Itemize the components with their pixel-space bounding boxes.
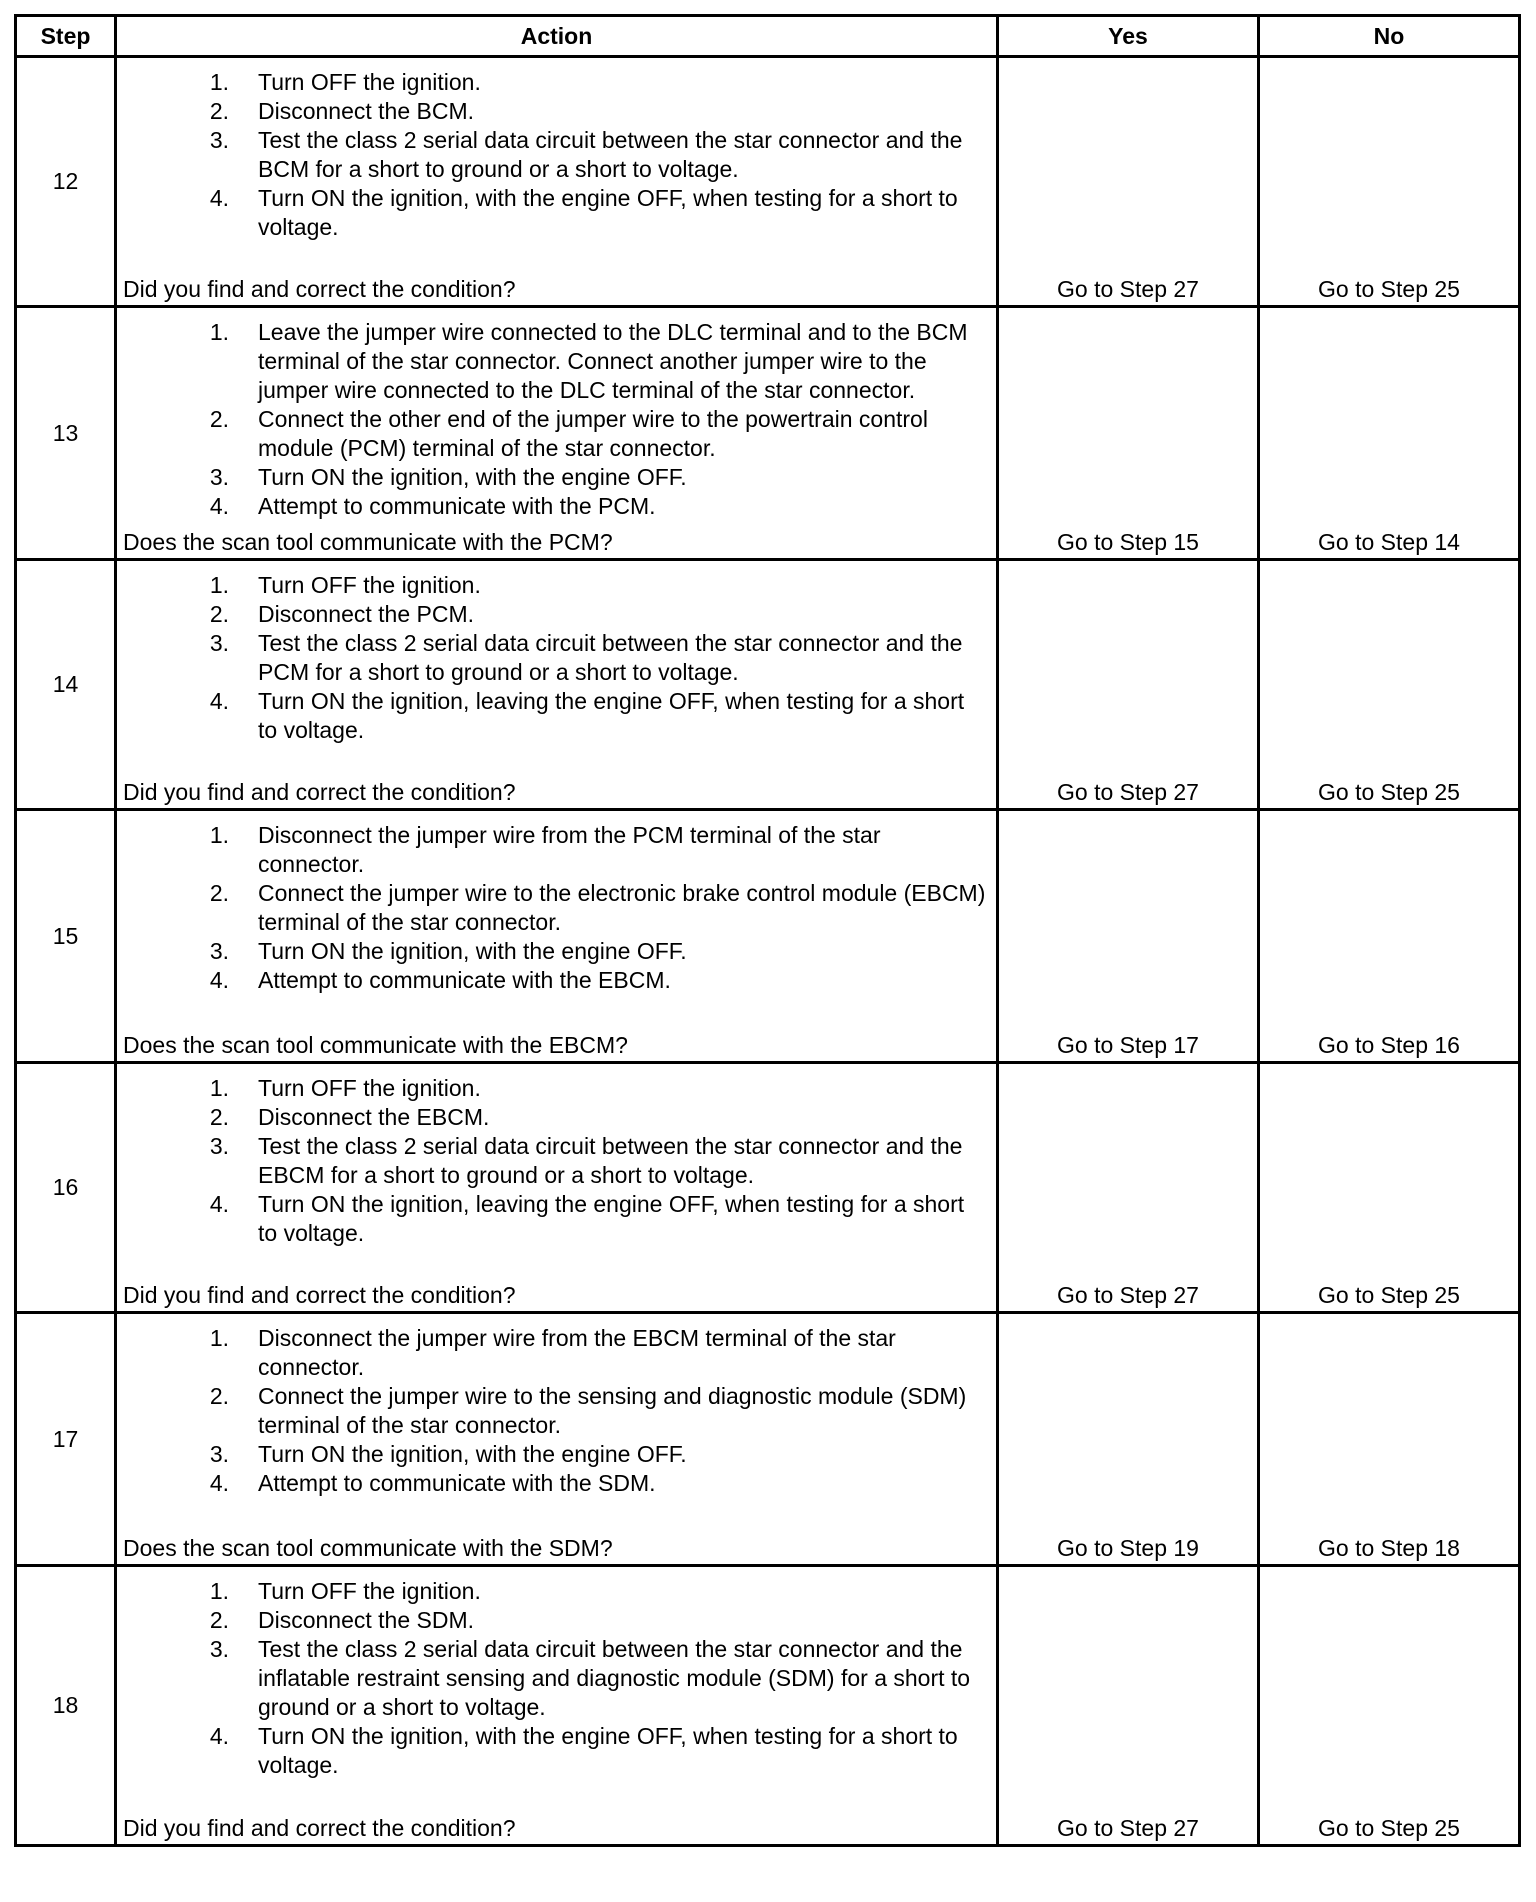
- list-item: [117, 937, 988, 966]
- list-item: [117, 492, 988, 521]
- list-item-text: Attempt to communicate with the PCM.: [258, 493, 656, 519]
- list-item-text: Test the class 2 serial data circuit between the star connector and the PCM for a short to ground or a short to voltage.: [258, 630, 963, 685]
- list-item: [117, 1440, 988, 1469]
- step-number: 15: [16, 810, 116, 1063]
- list-item-text: Connect the other end of the jumper wire to the powertrain control module (PCM) terminal of the star connector.: [258, 406, 928, 461]
- list-item: [117, 318, 988, 405]
- list-item-number: 1.: [209, 572, 229, 598]
- list-item-text: Turn OFF the ignition.: [258, 1075, 481, 1101]
- no-outcome: Go to Step 25: [1259, 57, 1520, 307]
- list-item-number: 4.: [209, 493, 229, 519]
- action-cell: [116, 57, 998, 307]
- step-number: 16: [16, 1063, 116, 1313]
- list-item-text: Test the class 2 serial data circuit between the star connector and the BCM for a short to ground or a short to voltage.: [258, 127, 963, 182]
- header-no: No: [1259, 16, 1520, 57]
- list-item-text: Turn ON the ignition, with the engine OFF, when testing for a short to voltage.: [258, 1723, 958, 1778]
- list-item: [117, 184, 988, 242]
- list-item-text: Turn ON the ignition, with the engine OFF.: [258, 464, 687, 490]
- list-item: [117, 1324, 988, 1382]
- yes-outcome: Go to Step 27: [998, 57, 1259, 307]
- action-steps-list: [117, 1567, 996, 1780]
- yes-outcome: Go to Step 17: [998, 810, 1259, 1063]
- list-item-text: Disconnect the BCM.: [258, 98, 475, 124]
- list-item: [117, 1606, 988, 1635]
- list-item-text: Turn ON the ignition, leaving the engine OFF, when testing for a short to voltage.: [258, 688, 965, 743]
- table-row: [16, 307, 1520, 560]
- list-item-number: 2.: [209, 601, 229, 627]
- list-item-number: 3.: [209, 630, 229, 656]
- list-item-text: Test the class 2 serial data circuit between the star connector and the EBCM for a short to ground or a short to voltage.: [258, 1133, 963, 1188]
- list-item-number: 4.: [209, 1723, 229, 1749]
- action-steps-list: [117, 561, 996, 745]
- list-item-text: Attempt to communicate with the EBCM.: [258, 967, 671, 993]
- list-item-text: Connect the jumper wire to the sensing and diagnostic module (SDM) terminal of the star connector.: [258, 1383, 967, 1438]
- list-item-number: 2.: [209, 406, 229, 432]
- list-item: [117, 1577, 988, 1606]
- list-item-text: Disconnect the EBCM.: [258, 1104, 490, 1130]
- list-item-number: 3.: [209, 1133, 229, 1159]
- list-item-text: Turn OFF the ignition.: [258, 69, 481, 95]
- list-item: [117, 1469, 988, 1498]
- list-item: [117, 1382, 988, 1440]
- list-item-number: 4.: [209, 688, 229, 714]
- list-item-text: Test the class 2 serial data circuit between the star connector and the inflatable restraint sensing and diagnostic module (SDM) for a short to ground or a short to voltage.: [258, 1636, 971, 1720]
- no-outcome: Go to Step 25: [1259, 560, 1520, 810]
- list-item-number: 1.: [209, 822, 229, 848]
- no-outcome: Go to Step 25: [1259, 1063, 1520, 1313]
- list-item-number: 4.: [209, 1470, 229, 1496]
- list-item-text: Turn ON the ignition, with the engine OFF.: [258, 938, 687, 964]
- action-question: Did you find and correct the condition?: [123, 1815, 516, 1841]
- action-question: Does the scan tool communicate with the PCM?: [123, 529, 613, 555]
- action-cell: [116, 307, 998, 560]
- yes-outcome: Go to Step 19: [998, 1313, 1259, 1566]
- list-item-text: Connect the jumper wire to the electronic brake control module (EBCM) terminal of the star connector.: [258, 880, 986, 935]
- action-steps-list: [117, 308, 996, 521]
- header-action: Action: [116, 16, 998, 57]
- list-item-number: 3.: [209, 127, 229, 153]
- action-cell: [116, 560, 998, 810]
- list-item: [117, 463, 988, 492]
- header-yes: Yes: [998, 16, 1259, 57]
- list-item-number: 2.: [209, 1104, 229, 1130]
- action-question: Did you find and correct the condition?: [123, 276, 516, 302]
- no-outcome: Go to Step 25: [1259, 1566, 1520, 1846]
- list-item: [117, 1132, 988, 1190]
- action-cell: [116, 1313, 998, 1566]
- table-row: [16, 1566, 1520, 1846]
- diagnostic-table-sheet: [14, 14, 1521, 1847]
- list-item: [117, 629, 988, 687]
- list-item-number: 3.: [209, 938, 229, 964]
- list-item-number: 2.: [209, 1383, 229, 1409]
- list-item: [117, 126, 988, 184]
- yes-outcome: Go to Step 27: [998, 560, 1259, 810]
- list-item-number: 1.: [209, 1578, 229, 1604]
- list-item-text: Turn ON the ignition, with the engine OFF.: [258, 1441, 687, 1467]
- list-item: [117, 68, 988, 97]
- diagnostic-table: [14, 14, 1521, 1847]
- list-item: [117, 966, 988, 995]
- list-item-number: 3.: [209, 1441, 229, 1467]
- action-question: Does the scan tool communicate with the SDM?: [123, 1535, 613, 1561]
- list-item-number: 3.: [209, 1636, 229, 1662]
- list-item-number: 2.: [209, 880, 229, 906]
- list-item-text: Turn OFF the ignition.: [258, 1578, 481, 1604]
- list-item-text: Turn OFF the ignition.: [258, 572, 481, 598]
- list-item: [117, 1722, 988, 1780]
- list-item-text: Disconnect the PCM.: [258, 601, 475, 627]
- yes-outcome: Go to Step 15: [998, 307, 1259, 560]
- table-body: [16, 57, 1520, 1846]
- list-item-number: 4.: [209, 1191, 229, 1217]
- list-item-text: Disconnect the SDM.: [258, 1607, 475, 1633]
- action-steps-list: [117, 1314, 996, 1498]
- action-question: Does the scan tool communicate with the EBCM?: [123, 1032, 628, 1058]
- step-number: 13: [16, 307, 116, 560]
- list-item: [117, 97, 988, 126]
- list-item-number: 2.: [209, 98, 229, 124]
- action-steps-list: [117, 811, 996, 995]
- table-row: [16, 57, 1520, 307]
- list-item: [117, 879, 988, 937]
- list-item: [117, 405, 988, 463]
- list-item: [117, 1190, 988, 1248]
- table-row: [16, 560, 1520, 810]
- list-item-text: Turn ON the ignition, leaving the engine OFF, when testing for a short to voltage.: [258, 1191, 965, 1246]
- table-row: [16, 810, 1520, 1063]
- step-number: 17: [16, 1313, 116, 1566]
- action-steps-list: [117, 1064, 996, 1248]
- list-item-text: Leave the jumper wire connected to the DLC terminal and to the BCM terminal of the star connector. Connect another jumper wire to the jumper wire connected to the DLC terminal of the star connector.: [258, 319, 968, 403]
- list-item-number: 1.: [209, 69, 229, 95]
- action-question: Did you find and correct the condition?: [123, 1282, 516, 1308]
- list-item: [117, 1635, 988, 1722]
- list-item-number: 1.: [209, 1325, 229, 1351]
- header-step: Step: [16, 16, 116, 57]
- header-row: [16, 16, 1520, 57]
- list-item: [117, 1103, 988, 1132]
- step-number: 14: [16, 560, 116, 810]
- list-item: [117, 821, 988, 879]
- step-number: 18: [16, 1566, 116, 1846]
- list-item-text: Attempt to communicate with the SDM.: [258, 1470, 656, 1496]
- no-outcome: Go to Step 16: [1259, 810, 1520, 1063]
- list-item: [117, 600, 988, 629]
- yes-outcome: Go to Step 27: [998, 1063, 1259, 1313]
- list-item-number: 4.: [209, 967, 229, 993]
- list-item-number: 4.: [209, 185, 229, 211]
- list-item: [117, 687, 988, 745]
- list-item: [117, 1074, 988, 1103]
- no-outcome: Go to Step 18: [1259, 1313, 1520, 1566]
- action-question: Did you find and correct the condition?: [123, 779, 516, 805]
- step-number: 12: [16, 57, 116, 307]
- list-item-number: 2.: [209, 1607, 229, 1633]
- table-row: [16, 1313, 1520, 1566]
- list-item-number: 1.: [209, 319, 229, 345]
- table-row: [16, 1063, 1520, 1313]
- list-item: [117, 571, 988, 600]
- list-item-text: Disconnect the jumper wire from the PCM terminal of the star connector.: [258, 822, 881, 877]
- action-cell: [116, 1063, 998, 1313]
- yes-outcome: Go to Step 27: [998, 1566, 1259, 1846]
- action-cell: [116, 810, 998, 1063]
- list-item-text: Turn ON the ignition, with the engine OFF, when testing for a short to voltage.: [258, 185, 958, 240]
- list-item-number: 3.: [209, 464, 229, 490]
- list-item-number: 1.: [209, 1075, 229, 1101]
- list-item-text: Disconnect the jumper wire from the EBCM terminal of the star connector.: [258, 1325, 896, 1380]
- no-outcome: Go to Step 14: [1259, 307, 1520, 560]
- action-cell: [116, 1566, 998, 1846]
- action-steps-list: [117, 58, 996, 242]
